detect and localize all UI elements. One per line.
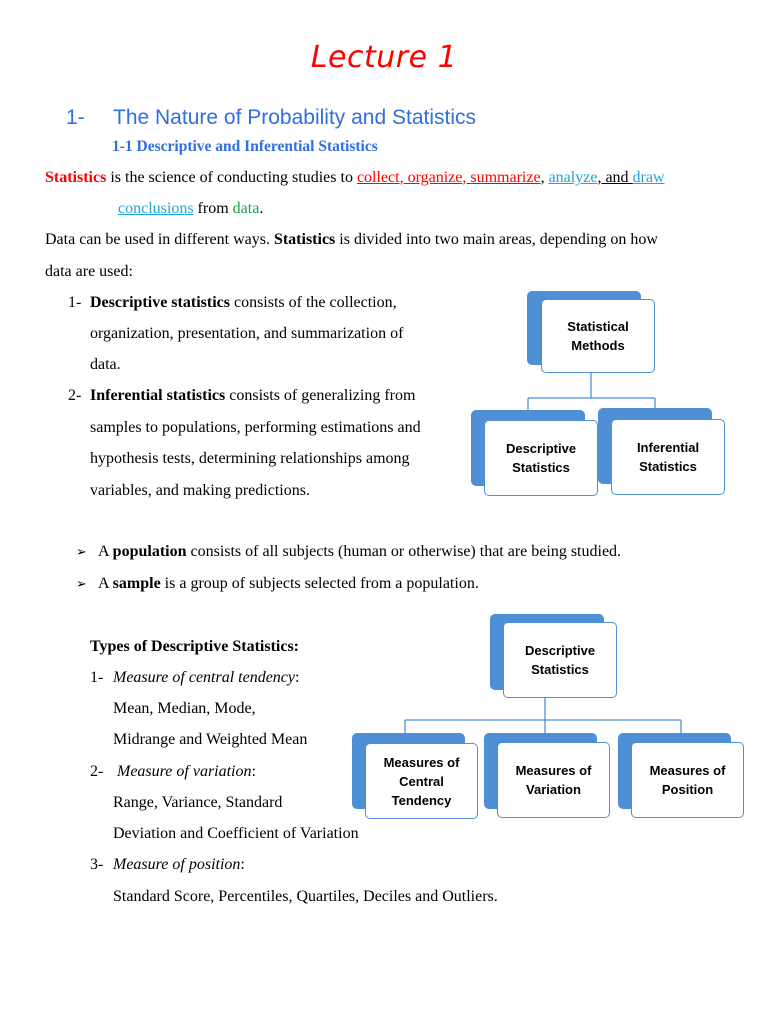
definition-line-1: Statistics is the science of conducting studies to collect, organize, summarize, analyze, and draw — [45, 169, 665, 186]
subsection-heading: 1-1 Descriptive and Inferential Statistics — [112, 138, 378, 155]
area-1-line-1: 1- Descriptive statistics consists of the collection, — [68, 294, 397, 311]
diagram1-descriptive-box: Descriptive Statistics — [484, 420, 598, 496]
arrow-bullet-icon: ➢ — [76, 544, 87, 559]
intro-line-1: Data can be used in different ways. Statistics is divided into two main areas, depending on how — [45, 231, 658, 248]
arrow-bullet-icon: ➢ — [76, 576, 87, 591]
type-3-detail-1: Standard Score, Percentiles, Quartiles, Deciles and Outliers. — [113, 888, 498, 905]
diagram2-position-box: Measures of Position — [631, 742, 744, 818]
area-2-line-2: samples to populations, performing estimations and — [90, 419, 421, 436]
definition-term: Statistics — [45, 169, 107, 186]
type-2-detail-2: Deviation and Coefficient of Variation — [113, 825, 359, 842]
word-organize: organize — [407, 169, 463, 186]
area-2-line-3: hypothesis tests, determining relationships among — [90, 450, 410, 467]
diagram1-inferential-box: Inferential Statistics — [611, 419, 725, 495]
diagram2-variation-box: Measures of Variation — [497, 742, 610, 818]
section-number: 1- — [66, 106, 85, 129]
word-summarize: summarize — [470, 169, 541, 186]
diagram2-central-tendency-box: Measures of Central Tendency — [365, 743, 478, 819]
definition-line-2: conclusions from data. — [118, 200, 264, 217]
area-2-line-4: variables, and making predictions. — [90, 482, 310, 499]
types-heading: Types of Descriptive Statistics: — [90, 638, 299, 655]
diagram1-root-box: Statistical Methods — [541, 299, 655, 373]
area-1-line-3: data. — [90, 356, 121, 373]
area-2-line-1: 2- Inferential statistics consists of generalizing from — [68, 387, 416, 404]
bullet-population: ➢ A population consists of all subjects (human or otherwise) that are being studied. — [76, 543, 622, 560]
intro-line-2: data are used: — [45, 263, 133, 280]
area-1-term: Descriptive statistics — [90, 294, 230, 311]
area-2-term: Inferential statistics — [90, 387, 226, 404]
bullet-sample: ➢ A sample is a group of subjects selected from a population. — [76, 575, 479, 592]
type-3-line: 3- Measure of position: — [90, 856, 245, 873]
type-1-detail-2: Midrange and Weighted Mean — [113, 731, 308, 748]
diagram2-root-box: Descriptive Statistics — [503, 622, 617, 698]
area-1-line-2: organization, presentation, and summarization of — [90, 325, 404, 342]
page-title: Lecture 1 — [310, 40, 458, 75]
section-title: The Nature of Probability and Statistics — [113, 106, 477, 129]
type-2-line: 2- Measure of variation: — [90, 763, 256, 780]
word-analyze: analyze — [548, 169, 598, 186]
word-draw: draw — [632, 169, 665, 186]
word-conclusions: conclusions — [118, 200, 194, 217]
type-1-detail-1: Mean, Median, Mode, — [113, 700, 256, 717]
type-2-detail-1: Range, Variance, Standard — [113, 794, 283, 811]
type-1-line: 1- Measure of central tendency: — [90, 669, 300, 686]
word-data: data — [232, 200, 260, 217]
word-collect: collect — [356, 169, 400, 186]
